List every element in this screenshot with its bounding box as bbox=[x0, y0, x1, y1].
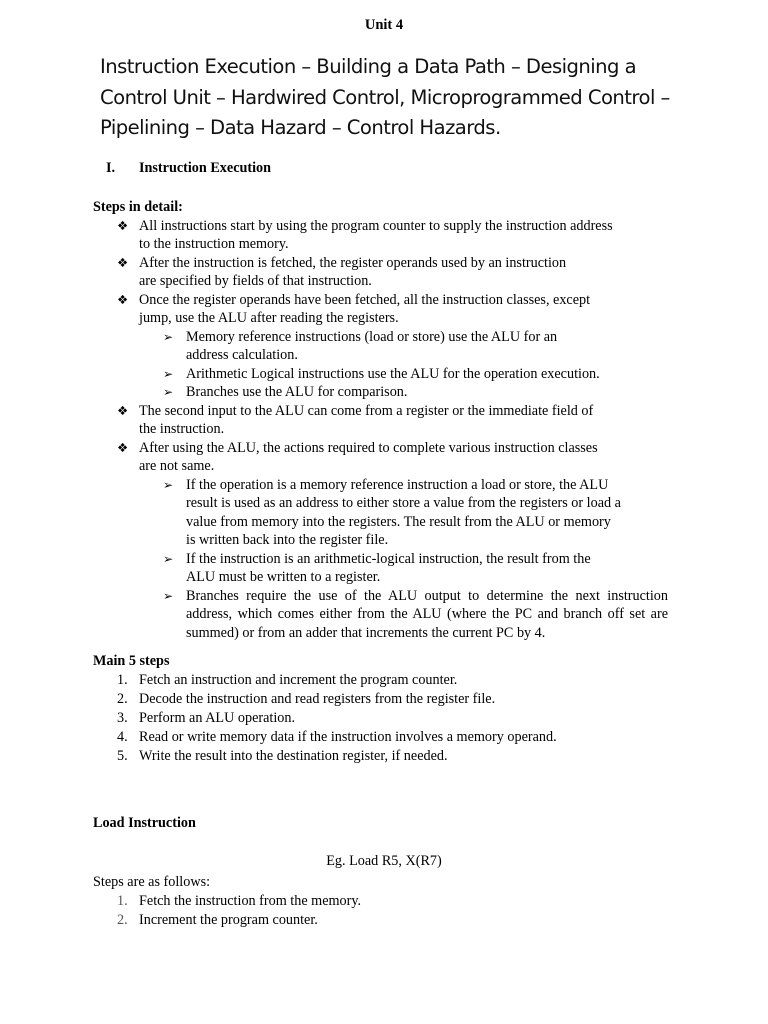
topic-line: Instruction Execution – Building a Data Path – Designing a bbox=[100, 55, 637, 78]
steps-in-detail-heading: Steps in detail: bbox=[93, 199, 183, 215]
sub-list-item-text: Branches use the ALU for comparison. bbox=[186, 384, 408, 400]
diamond-bullet-icon: ❖ bbox=[117, 217, 129, 233]
diamond-bullet-icon: ❖ bbox=[117, 439, 129, 455]
arrow-bullet-icon: ➢ bbox=[163, 588, 174, 603]
numbered-item bbox=[93, 747, 668, 766]
item-text: Read or write memory data if the instruction involves a memory operand. bbox=[139, 729, 557, 746]
load-steps bbox=[93, 873, 668, 930]
sub-list-item-text: Memory reference instructions (load or store) use the ALU for an bbox=[186, 328, 558, 345]
sub-list-item bbox=[93, 383, 668, 402]
numbered-item bbox=[93, 709, 668, 728]
sub-list-item-text: ALU must be written to a register. bbox=[186, 569, 381, 585]
load-steps-intro: Steps are as follows: bbox=[93, 874, 211, 890]
topic-line: Control Unit – Hardwired Control, Microprogrammed Control – bbox=[100, 85, 670, 109]
sub-list-item bbox=[93, 550, 668, 587]
list-item-text: Once the register operands have been fetched, all the instruction classes, except bbox=[139, 291, 591, 308]
numbered-item bbox=[93, 690, 668, 709]
unit-heading: Unit 4 bbox=[364, 17, 404, 33]
list-item-text: are specified by fields of that instruction. bbox=[139, 273, 372, 289]
item-number: 4. bbox=[117, 729, 128, 746]
topic-line: Pipelining – Data Hazard – Control Hazards. bbox=[100, 116, 501, 139]
item-number: 2. bbox=[117, 912, 128, 929]
arrow-bullet-icon: ➢ bbox=[163, 329, 174, 344]
item-number: 1. bbox=[117, 893, 128, 909]
load-example: Eg. Load R5, X(R7) bbox=[326, 853, 442, 869]
list-item-text: to the instruction memory. bbox=[139, 236, 289, 252]
list-item bbox=[93, 439, 668, 476]
numbered-item bbox=[93, 911, 668, 930]
item-number: 3. bbox=[117, 709, 128, 726]
sub-list-item bbox=[93, 476, 668, 550]
item-text: Increment the program counter. bbox=[139, 912, 318, 929]
sub-list-item-text: is written back into the register file. bbox=[186, 532, 389, 548]
section-title: Instruction Execution bbox=[139, 160, 272, 176]
section-number: I. bbox=[106, 160, 116, 176]
list-item bbox=[93, 217, 668, 254]
unit-topics bbox=[100, 52, 680, 144]
sub-list-item-text: If the operation is a memory reference instruction a load or store, the ALU bbox=[186, 476, 609, 493]
sub-list-item bbox=[93, 587, 668, 643]
list-item bbox=[93, 254, 668, 291]
sub-list-item-text: value from memory into the registers. The result from the ALU or memory bbox=[186, 513, 611, 530]
list-item bbox=[93, 291, 668, 328]
item-number: 5. bbox=[117, 748, 128, 765]
list-item-text: All instructions start by using the program counter to supply the instruction address bbox=[139, 217, 613, 234]
main-steps-heading: Main 5 steps bbox=[93, 653, 170, 669]
list-item-text: After using the ALU, the actions required to complete various instruction classes bbox=[139, 439, 598, 456]
list-item-text: jump, use the ALU after reading the registers. bbox=[139, 310, 399, 326]
item-text: Decode the instruction and read registers from the register file. bbox=[139, 690, 496, 707]
arrow-bullet-icon: ➢ bbox=[163, 477, 174, 492]
list-item-text: are not same. bbox=[139, 458, 215, 474]
sub-list-item bbox=[93, 365, 668, 384]
numbered-item bbox=[93, 671, 668, 690]
sub-list-item-text: If the instruction is an arithmetic-logical instruction, the result from the bbox=[186, 550, 591, 567]
arrow-bullet-icon: ➢ bbox=[163, 385, 174, 399]
item-text: Fetch an instruction and increment the program counter. bbox=[139, 671, 458, 688]
diamond-bullet-icon: ❖ bbox=[117, 254, 129, 270]
sub-list-item-text: address calculation. bbox=[186, 347, 298, 363]
section-heading bbox=[106, 160, 271, 177]
item-text: Write the result into the destination register, if needed. bbox=[139, 748, 448, 765]
numbered-item bbox=[93, 728, 668, 747]
arrow-bullet-icon: ➢ bbox=[163, 551, 174, 566]
steps-in-detail bbox=[93, 198, 668, 767]
sub-list-item-text: Arithmetic Logical instructions use the ALU for the operation execution. bbox=[186, 365, 600, 382]
item-text: Perform an ALU operation. bbox=[139, 709, 296, 726]
load-instruction-heading: Load Instruction bbox=[93, 815, 196, 831]
sub-list-item-text: Branches require the use of the ALU output to determine the next instruction address, which comes either from the ALU (where the PC and branch off set are summed) or from an adder that increments the current PC by 4. bbox=[186, 587, 668, 641]
list-item-text: The second input to the ALU can come from a register or the immediate field of bbox=[139, 402, 594, 419]
arrow-bullet-icon: ➢ bbox=[163, 366, 174, 381]
diamond-bullet-icon: ❖ bbox=[117, 291, 129, 307]
sub-list-item-text: result is used as an address to either store a value from the registers or load a bbox=[186, 495, 621, 511]
list-item-text: After the instruction is fetched, the register operands used by an instruction bbox=[139, 254, 567, 271]
item-number: 1. bbox=[117, 671, 128, 688]
numbered-item bbox=[93, 892, 668, 911]
sub-list-item bbox=[93, 328, 668, 365]
item-number: 2. bbox=[117, 690, 128, 707]
item-text: Fetch the instruction from the memory. bbox=[139, 893, 362, 909]
diamond-bullet-icon: ❖ bbox=[117, 402, 129, 418]
list-item bbox=[93, 402, 668, 439]
list-item-text: the instruction. bbox=[139, 421, 225, 437]
